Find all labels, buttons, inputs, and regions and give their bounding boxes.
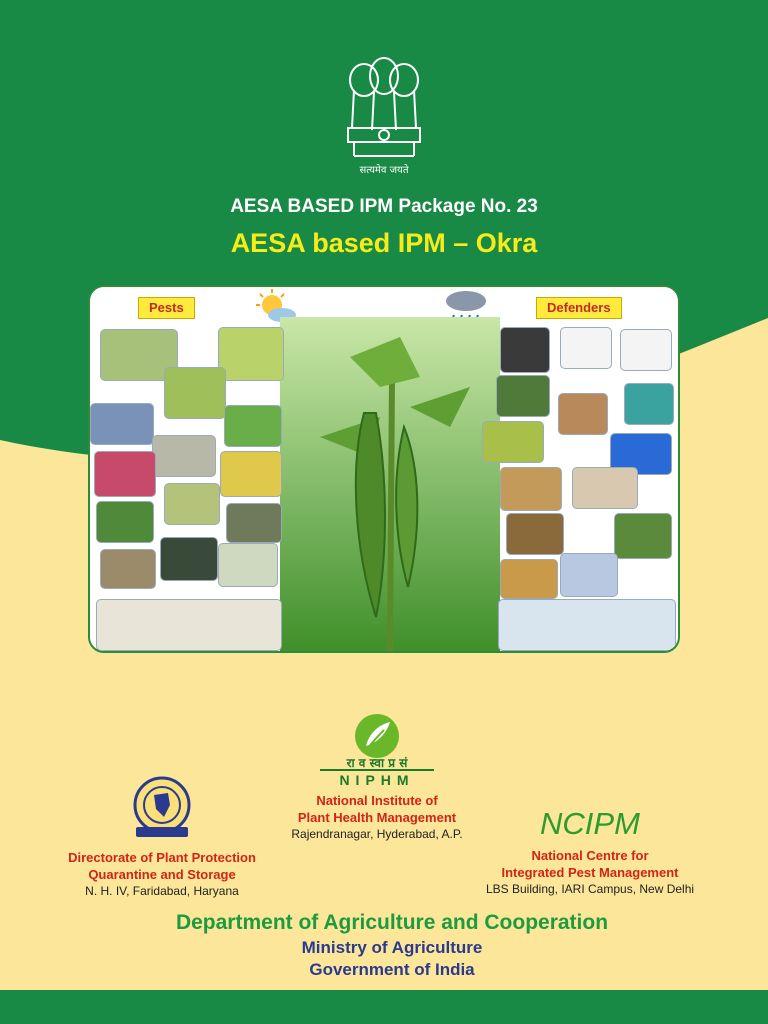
- pest-photo: [164, 483, 220, 525]
- pest-photo: [152, 435, 216, 477]
- defender-photo: [560, 553, 618, 597]
- niphm-block: [270, 792, 484, 842]
- page-title: AESA based IPM – Okra: [230, 228, 538, 258]
- pest-photo: [220, 451, 282, 497]
- dppqs-name-line2: Quarantine and Storage: [88, 867, 236, 882]
- niphm-name-line2: Plant Health Management: [297, 810, 457, 825]
- ministry-name: Ministry of Agriculture: [301, 938, 483, 957]
- defender-photo: [572, 467, 638, 509]
- pest-photo: [218, 543, 278, 587]
- pest-photo: [164, 367, 226, 419]
- ipm-programme-seal-icon: [124, 775, 200, 841]
- ncipm-address: LBS Building, IARI Campus, New Delhi: [485, 882, 695, 896]
- niphm-name-line1: National Institute of: [316, 793, 438, 808]
- niphm-address: Rajendranagar, Hyderabad, A.P.: [291, 827, 463, 841]
- pest-photo: [226, 503, 282, 543]
- defender-photo: [620, 329, 672, 371]
- ncipm-block: [470, 847, 710, 897]
- disease-sketch-strip: [96, 599, 282, 651]
- ncipm-name-line2: Integrated Pest Management: [501, 865, 679, 880]
- government-name: Government of India: [309, 960, 475, 979]
- pests-defenders-collage: [88, 285, 680, 653]
- pests-label: Pests: [138, 297, 195, 319]
- defender-photo: [624, 383, 674, 425]
- okra-plant-photo: [280, 317, 500, 653]
- pest-photo: [90, 403, 154, 445]
- pest-photo: [224, 405, 282, 447]
- dppqs-address: N. H. IV, Faridabad, Haryana: [85, 884, 239, 898]
- defender-photo: [506, 513, 564, 555]
- defenders-label: Defenders: [536, 297, 622, 319]
- dppqs-name-line1: Directorate of Plant Protection: [68, 850, 256, 865]
- dppqs-block: [54, 849, 270, 899]
- defender-photo: [500, 327, 550, 373]
- defender-photo: [558, 393, 608, 435]
- pest-photo: [100, 549, 156, 589]
- defender-photo: [614, 513, 672, 559]
- defender-photo: [560, 327, 612, 369]
- pest-photo: [96, 501, 154, 543]
- department-name: Department of Agriculture and Cooperation: [175, 911, 609, 934]
- niphm-leaf-logo-icon: [352, 712, 402, 760]
- pest-photo: [160, 537, 218, 581]
- ncipm-logo-text: NCIPM: [540, 806, 640, 841]
- package-subtitle: AESA BASED IPM Package No. 23: [230, 196, 538, 217]
- defender-photo: [496, 375, 550, 417]
- microbe-photo-strip: [498, 599, 676, 651]
- ncipm-name-line1: National Centre for: [531, 848, 649, 863]
- defender-photo: [500, 559, 558, 599]
- defender-photo: [500, 467, 562, 511]
- national-emblem-icon: [334, 50, 434, 180]
- emblem-motto: सत्यमेव जयते: [359, 165, 409, 176]
- niphm-acronym: NIPHM: [320, 769, 434, 788]
- pest-photo: [218, 327, 284, 381]
- pest-photo: [94, 451, 156, 497]
- niphm-hindi-acronym: रा व स्वा प्र सं: [346, 756, 408, 770]
- defender-photo: [482, 421, 544, 463]
- bottom-green-band: [0, 990, 768, 1024]
